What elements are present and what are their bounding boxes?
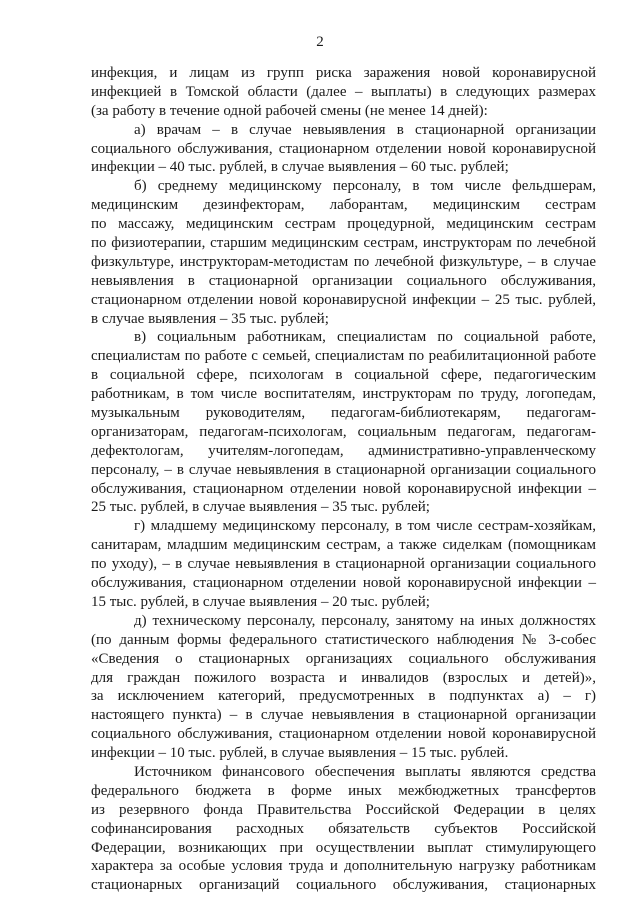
text-line: невыявления в стационарной организации социального обслуживания, <box>91 272 596 289</box>
text-line: инфекции – 10 тыс. рублей, в случае выявления – 15 тыс. рублей. <box>91 745 509 762</box>
text-line: в) социальным работникам, специалистам по социальной работе, <box>134 329 596 346</box>
text-line: дефектологам, учителям-логопедам, административно-управленческому <box>91 442 596 459</box>
text-line: г) младшему медицинскому персоналу, в том числе сестрам-хозяйкам, <box>134 518 596 535</box>
text-line: работникам, в том числе воспитателям, инструкторам по труду, логопедам, <box>91 386 596 403</box>
text-line: инфекцией в Томской области (далее – выплаты) в следующих размерах <box>91 83 596 100</box>
text-line: 25 тыс. рублей, в случае выявления – 35 тыс. рублей; <box>91 499 430 516</box>
text-line: (по данным формы федерального статистического наблюдения № 3-собес <box>91 631 596 648</box>
text-line: б) среднему медицинскому персоналу, в том числе фельдшерам, <box>134 178 596 195</box>
text-line: Источником финансового обеспечения выплаты являются средства <box>134 763 596 780</box>
text-line: софинансирования расходных обязательств субъектов Российской <box>91 820 596 837</box>
text-line: санитарам, младшим медицинским сестрам, а также сиделкам (помощникам <box>91 537 596 554</box>
text-line: настоящего пункта) – в случае невыявления в стационарной организации <box>91 707 596 724</box>
text-line: по массажу, медицинским сестрам процедурной, медицинским сестрам <box>91 216 596 233</box>
text-line: для граждан пожилого возраста и инвалидов (взрослых и детей)», <box>91 669 596 686</box>
text-line: в случае выявления – 35 тыс. рублей; <box>91 310 329 327</box>
text-line: (за работу в течение одной рабочей смены (не менее 14 дней): <box>91 102 488 119</box>
text-line: стационарных организаций социального обслуживания, стационарных <box>91 877 596 894</box>
text-line: из резервного фонда Правительства Российской Федерации в целях <box>91 801 596 818</box>
text-line: социального обслуживания, стационарном отделении новой коронавирусной <box>91 726 596 743</box>
text-line: д) техническому персоналу, персоналу, занятому на иных должностях <box>134 612 596 629</box>
text-line: обслуживания, стационарном отделении новой коронавирусной инфекции – <box>91 480 596 497</box>
text-line: по физиотерапии, старшим медицинским сестрам, инструкторам по лечебной <box>91 235 596 252</box>
text-line: а) врачам – в случае невыявления в стационарной организации <box>134 121 596 138</box>
text-line: 15 тыс. рублей, в случае выявления – 20 тыс. рублей; <box>91 593 430 610</box>
text-line: обслуживания, стационарном отделении новой коронавирусной инфекции – <box>91 575 596 592</box>
text-line: специалистам по работе с семьей, специалистам по реабилитационной работе <box>91 348 596 365</box>
text-line: инфекция, и лицам из групп риска заражения новой коронавирусной <box>91 65 596 81</box>
text-line: персоналу, – в случае невыявления в стационарной организации социального <box>91 461 596 478</box>
text-line: федерального бюджета в форме иных межбюджетных трансфертов <box>91 782 596 799</box>
text-line: в социальной сфере, психологам в социальной сфере, педагогическим <box>91 367 596 384</box>
text-line: «Сведения о стационарных организациях социального обслуживания <box>91 650 596 667</box>
text-line: медицинским дезинфекторам, лаборантам, медицинским сестрам <box>91 197 596 214</box>
text-line: по уходу), – в случае невыявления в стационарной организации социального <box>91 556 596 573</box>
text-line: Федерации, возникающих при осуществлении выплат стимулирующего <box>91 839 596 856</box>
body-text <box>91 64 596 895</box>
text-line: физкультуре, инструкторам-методистам по лечебной физкультуре, – в случае <box>91 253 596 270</box>
text-line: инфекции – 40 тыс. рублей, в случае выявления – 60 тыс. рублей; <box>91 159 509 176</box>
text-line: за исключением категорий, предусмотренных в подпунктах а) – г) <box>91 688 596 705</box>
page-number: 2 <box>316 34 324 50</box>
text-line: организаторам, педагогам-психологам, социальным педагогам, педагогам- <box>91 423 596 440</box>
text-line: характера за особые условия труда и дополнительную нагрузку работникам <box>91 858 596 875</box>
text-line: стационарном отделении новой коронавирусной инфекции – 25 тыс. рублей, <box>91 291 596 308</box>
text-line: музыкальным руководителям, педагогам-библиотекарям, педагогам- <box>91 405 596 422</box>
text-line: социального обслуживания, стационарном отделении новой коронавирусной <box>91 140 596 157</box>
